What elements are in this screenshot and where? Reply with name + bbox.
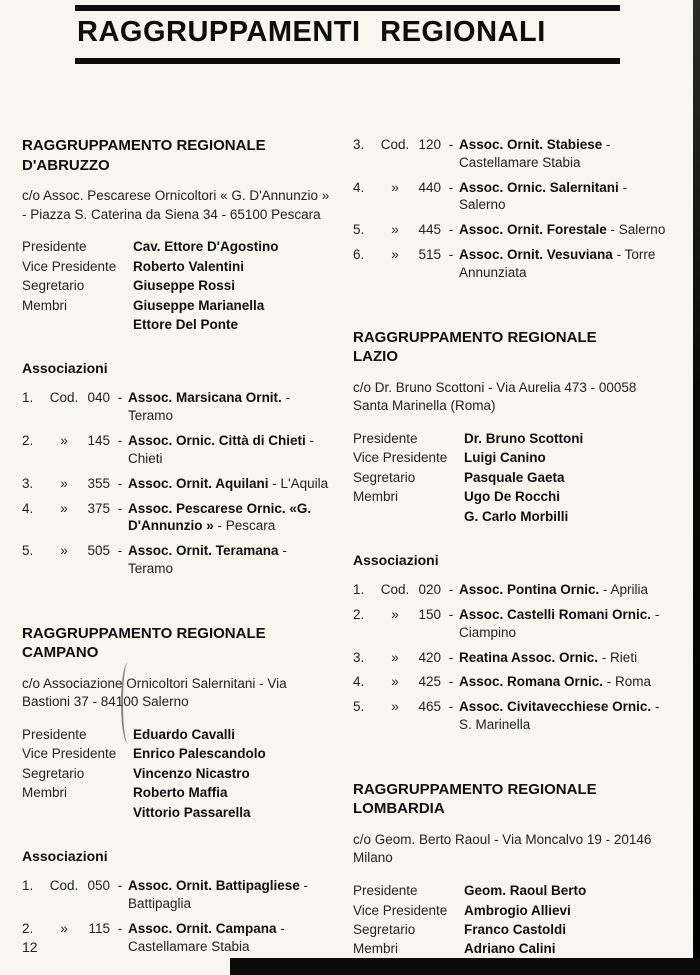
officer-role-label: Membri xyxy=(353,941,399,957)
association-dash: - xyxy=(448,247,454,263)
officer-row xyxy=(353,468,666,487)
officer-name: Cav. Ettore D'Agostino xyxy=(133,239,279,255)
association-item xyxy=(22,542,335,578)
association-place: - Teramo xyxy=(128,543,287,576)
associations-section xyxy=(22,360,335,577)
association-name: Assoc. Pontina Ornic. xyxy=(459,582,600,598)
association-item xyxy=(22,877,335,913)
associations-heading: Associazioni xyxy=(22,360,108,377)
association-number: 2. xyxy=(353,606,365,622)
officer-names xyxy=(133,237,278,256)
group-address: c/o Dr. Bruno Scottoni - Via Aurelia 473 - 00058 Santa Marinella (Roma) xyxy=(353,379,637,414)
associations-list xyxy=(22,877,335,955)
association-number: 1. xyxy=(22,878,34,894)
group-heading-line: D'ABRUZZO xyxy=(22,156,110,174)
association-dash: - xyxy=(448,606,454,622)
officer-role-label: Segretario xyxy=(22,765,85,781)
group-heading xyxy=(353,328,666,367)
associations-section xyxy=(353,136,666,282)
officer-names xyxy=(133,257,244,276)
group-heading-line: RAGGRUPPAMENTO REGIONALE xyxy=(353,328,597,346)
association-dash: - xyxy=(448,582,454,598)
officer-row xyxy=(22,276,335,295)
association-place: - Ciampino xyxy=(459,606,660,640)
group-section xyxy=(22,136,335,334)
association-place: - Salerno xyxy=(606,222,666,238)
group-heading-line: LAZIO xyxy=(353,348,398,366)
association-place: - Torre Annunziata xyxy=(459,247,656,280)
officer-names xyxy=(464,429,583,448)
association-code-label: » xyxy=(391,222,399,238)
officer-row xyxy=(22,257,335,276)
officer-names xyxy=(133,276,235,295)
association-name: Reatina Assoc. Ornic. xyxy=(459,649,599,665)
group-address: c/o Associazione Ornicoltori Salernitani - Via Bastioni 37 - 84100 Salerno xyxy=(22,675,287,710)
associations-list xyxy=(22,389,335,577)
association-code: 515 xyxy=(418,247,441,263)
page-header xyxy=(75,5,620,64)
association-text xyxy=(128,475,335,493)
association-code: 145 xyxy=(87,433,110,449)
association-text xyxy=(459,649,666,667)
association-code: 150 xyxy=(418,606,441,622)
officer-row xyxy=(353,487,666,526)
page-title: RAGGRUPPAMENTI REGIONALI xyxy=(77,16,546,48)
officer-names xyxy=(133,764,250,783)
association-code: 040 xyxy=(87,390,110,406)
officer-names xyxy=(464,920,566,939)
group-heading-line: CAMPANO xyxy=(22,644,99,662)
group-heading-line: RAGGRUPPAMENTO REGIONALE xyxy=(22,624,266,642)
association-code: 050 xyxy=(87,878,110,894)
association-place: - Castellamare Stabia xyxy=(128,920,285,954)
officer-role-label: Segretario xyxy=(353,921,416,937)
association-item xyxy=(353,673,666,691)
officer-row xyxy=(353,448,666,467)
officer-names xyxy=(464,901,571,920)
officer-names xyxy=(133,783,251,822)
officer-name: Ugo De Rocchi xyxy=(464,489,561,505)
association-text xyxy=(128,432,335,468)
association-name: Assoc. Marsicana Ornit. xyxy=(128,390,282,406)
association-code-label: » xyxy=(391,179,399,195)
association-item xyxy=(353,698,666,734)
officers-table xyxy=(22,237,335,334)
association-dash: - xyxy=(448,137,454,152)
association-name: Assoc. Pescarese Ornic. «G. D'Annunzio » xyxy=(128,500,312,534)
association-text xyxy=(459,606,666,642)
associations-heading: Associazioni xyxy=(353,552,439,569)
association-place: - Pescara xyxy=(213,518,276,534)
association-code-label: » xyxy=(391,699,399,715)
group-heading-line: RAGGRUPPAMENTO REGIONALE xyxy=(22,137,266,154)
association-item xyxy=(22,432,335,468)
association-text xyxy=(459,673,666,691)
group-section xyxy=(22,624,335,822)
association-text xyxy=(459,698,666,734)
association-number: 3. xyxy=(353,649,365,665)
association-name: Assoc. Ornit. Campana xyxy=(128,920,277,936)
association-number: 3. xyxy=(353,137,365,152)
officer-row xyxy=(353,901,666,920)
association-number: 3. xyxy=(22,475,34,491)
officer-row xyxy=(22,725,335,744)
association-text xyxy=(128,920,335,956)
officer-role-label: Segretario xyxy=(353,469,416,485)
association-text xyxy=(459,581,666,599)
officer-names xyxy=(464,487,568,526)
association-code-label: » xyxy=(60,920,68,936)
associations-list xyxy=(353,581,666,734)
group-heading xyxy=(22,624,335,663)
association-dash: - xyxy=(117,543,123,559)
officer-name: Adriano Calini xyxy=(464,941,556,957)
association-item xyxy=(353,246,666,282)
officer-row xyxy=(353,920,666,939)
association-name: Assoc. Romana Ornic. xyxy=(459,674,604,690)
officers-table xyxy=(353,429,666,526)
associations-heading: Associazioni xyxy=(22,848,108,865)
content-columns xyxy=(0,136,700,975)
officer-name: Vittorio Passarella xyxy=(133,804,251,820)
association-code: 355 xyxy=(87,475,110,491)
officer-names xyxy=(464,448,546,467)
association-code-label: » xyxy=(60,433,68,449)
association-number: 5. xyxy=(353,699,365,715)
officer-name: Roberto Valentini xyxy=(133,258,245,274)
officer-row xyxy=(22,237,335,256)
association-code-label: » xyxy=(60,475,68,491)
association-code: 505 xyxy=(87,543,110,559)
associations-list xyxy=(353,136,666,282)
association-place: - S. Marinella xyxy=(459,699,660,732)
officer-name: Pasquale Gaeta xyxy=(464,469,565,485)
association-name: Assoc. Ornit. Vesuviana xyxy=(459,247,613,263)
association-number: 1. xyxy=(353,582,365,598)
association-text xyxy=(459,179,666,215)
associations-section xyxy=(22,848,335,955)
association-name: Assoc. Civitavecchiese Ornic. xyxy=(459,699,652,715)
association-text xyxy=(128,877,335,913)
officer-names xyxy=(464,881,586,900)
officer-names xyxy=(133,725,235,744)
association-dash: - xyxy=(448,179,454,195)
association-item xyxy=(22,475,335,493)
officer-row xyxy=(22,783,335,822)
association-code-label: Cod. xyxy=(49,390,79,406)
association-number: 5. xyxy=(22,543,34,559)
officer-name: Geom. Raoul Berto xyxy=(464,883,587,899)
association-code: 020 xyxy=(418,582,441,598)
association-code: 375 xyxy=(87,500,110,516)
scan-edge-right xyxy=(693,0,700,975)
officer-names xyxy=(464,468,565,487)
association-name: Assoc. Castelli Romani Ornic. xyxy=(459,606,652,622)
officer-role-label: Vice Presidente xyxy=(22,258,117,274)
officer-role-label: Vice Presidente xyxy=(353,902,448,918)
officer-name: Enrico Palescandolo xyxy=(133,746,266,762)
association-item xyxy=(353,606,666,642)
officers-table xyxy=(22,725,335,822)
officer-role-label: Presidente xyxy=(22,239,87,255)
officer-name: Luigi Canino xyxy=(464,450,546,466)
association-code: 120 xyxy=(418,137,441,152)
association-code: 465 xyxy=(418,699,441,715)
officer-names xyxy=(133,296,264,335)
officer-row xyxy=(353,429,666,448)
officer-name: Dr. Bruno Scottoni xyxy=(464,430,584,446)
association-text xyxy=(128,389,335,425)
association-item xyxy=(22,389,335,425)
association-code: 115 xyxy=(88,920,110,936)
association-text xyxy=(459,136,666,172)
officer-name: Franco Castoldi xyxy=(464,921,567,937)
association-name: Assoc. Ornit. Stabiese xyxy=(459,137,603,152)
group-address: c/o Assoc. Pescarese Ornicoltori « G. D'Annunzio » - Piazza S. Caterina da Siena 34 - 65100 Pescara xyxy=(22,188,330,222)
officer-name: Ettore Del Ponte xyxy=(133,317,239,332)
officer-role-label: Presidente xyxy=(353,883,418,899)
officer-row xyxy=(22,296,335,335)
association-dash: - xyxy=(448,699,454,715)
association-text xyxy=(128,542,335,578)
associations-section xyxy=(353,552,666,734)
association-place: - Rieti xyxy=(598,649,638,665)
association-code: 420 xyxy=(418,649,441,665)
association-name: Assoc. Ornit. Battipagliese xyxy=(128,878,300,894)
officer-role-label: Vice Presidente xyxy=(22,746,117,762)
officer-row xyxy=(22,744,335,763)
association-name: Assoc. Ornit. Forestale xyxy=(459,222,607,238)
column-1 xyxy=(353,136,666,975)
group-heading-line: LOMBARDIA xyxy=(353,800,445,818)
association-place: - Battipaglia xyxy=(128,878,309,911)
association-code: 425 xyxy=(418,674,441,690)
association-dash: - xyxy=(117,500,123,516)
officer-role-label: Segretario xyxy=(22,278,85,294)
association-dash: - xyxy=(117,475,123,491)
group-heading-line: RAGGRUPPAMENTO REGIONALE xyxy=(353,780,597,798)
association-number: 4. xyxy=(353,179,365,195)
officer-name: Roberto Maffia xyxy=(133,785,228,801)
association-place: - Teramo xyxy=(128,390,291,424)
officer-role-label: Presidente xyxy=(22,727,87,742)
group-heading xyxy=(22,136,335,175)
association-dash: - xyxy=(117,920,123,936)
association-text xyxy=(459,221,666,239)
officer-role-label: Membri xyxy=(22,785,68,801)
association-number: 5. xyxy=(353,222,365,238)
association-place: - Castellamare Stabia xyxy=(459,137,611,170)
association-code-label: » xyxy=(60,500,68,516)
association-item xyxy=(353,649,666,667)
association-item xyxy=(22,500,335,536)
association-name: Assoc. Ornit. Teramana xyxy=(128,543,279,559)
association-name: Assoc. Ornic. Salernitani xyxy=(459,179,619,195)
column-0 xyxy=(22,136,335,962)
association-item xyxy=(353,581,666,599)
association-place: - L'Aquila xyxy=(268,475,329,491)
association-code-label: » xyxy=(391,247,399,263)
group-section xyxy=(353,328,666,526)
page-number: 12 xyxy=(22,939,38,955)
officer-role-label: Membri xyxy=(353,489,399,505)
association-code-label: » xyxy=(391,649,399,665)
association-code: 445 xyxy=(418,222,441,238)
association-code-label: Cod. xyxy=(380,137,410,152)
officer-role-label: Membri xyxy=(22,297,68,313)
association-code-label: » xyxy=(391,674,399,690)
group-section xyxy=(353,780,666,975)
association-place: - Aprilia xyxy=(599,582,649,598)
officer-role-label: Presidente xyxy=(353,430,418,446)
association-code-label: » xyxy=(391,606,399,622)
association-code-label: Cod. xyxy=(49,878,79,894)
officer-row xyxy=(22,764,335,783)
association-number: 6. xyxy=(353,247,365,263)
association-name: Assoc. Ornit. Aquilani xyxy=(128,475,269,491)
association-place: - Roma xyxy=(603,674,652,690)
association-code-label: Cod. xyxy=(380,582,410,598)
association-dash: - xyxy=(448,649,454,665)
association-place: - Salerno xyxy=(459,179,628,213)
association-item xyxy=(353,179,666,215)
association-number: 4. xyxy=(22,500,34,516)
association-number: 4. xyxy=(353,674,365,690)
officer-row xyxy=(353,881,666,900)
association-item xyxy=(353,136,666,172)
association-dash: - xyxy=(117,878,123,894)
group-address: c/o Geom. Berto Raoul - Via Moncalvo 19 - 20146 Milano xyxy=(353,831,652,866)
association-text xyxy=(128,500,335,536)
association-number: 2. xyxy=(22,433,34,449)
association-place: - Chieti xyxy=(128,433,315,466)
association-dash: - xyxy=(448,674,454,690)
group-heading xyxy=(353,780,666,819)
association-name: Assoc. Ornic. Città di Chieti xyxy=(128,433,306,449)
association-number: 1. xyxy=(22,390,34,406)
association-dash: - xyxy=(117,390,123,406)
officer-name: Vincenzo Nicastro xyxy=(133,765,250,781)
officer-name: Giuseppe Marianella xyxy=(133,297,265,313)
association-dash: - xyxy=(448,222,454,238)
officer-name: Giuseppe Rossi xyxy=(133,278,236,294)
officer-names xyxy=(133,744,266,763)
officer-name: Ambrogio Allievi xyxy=(464,902,571,918)
association-code-label: » xyxy=(60,543,68,559)
officer-role-label: Vice Presidente xyxy=(353,450,448,466)
association-code: 440 xyxy=(418,179,441,195)
association-dash: - xyxy=(117,433,123,449)
association-item xyxy=(22,920,335,956)
scan-bar-bottom xyxy=(230,958,700,975)
association-item xyxy=(353,221,666,239)
officer-name: G. Carlo Morbilli xyxy=(464,508,569,524)
association-number: 2. xyxy=(22,920,34,936)
association-text xyxy=(459,246,666,282)
officer-name: Eduardo Cavalli xyxy=(133,727,236,742)
